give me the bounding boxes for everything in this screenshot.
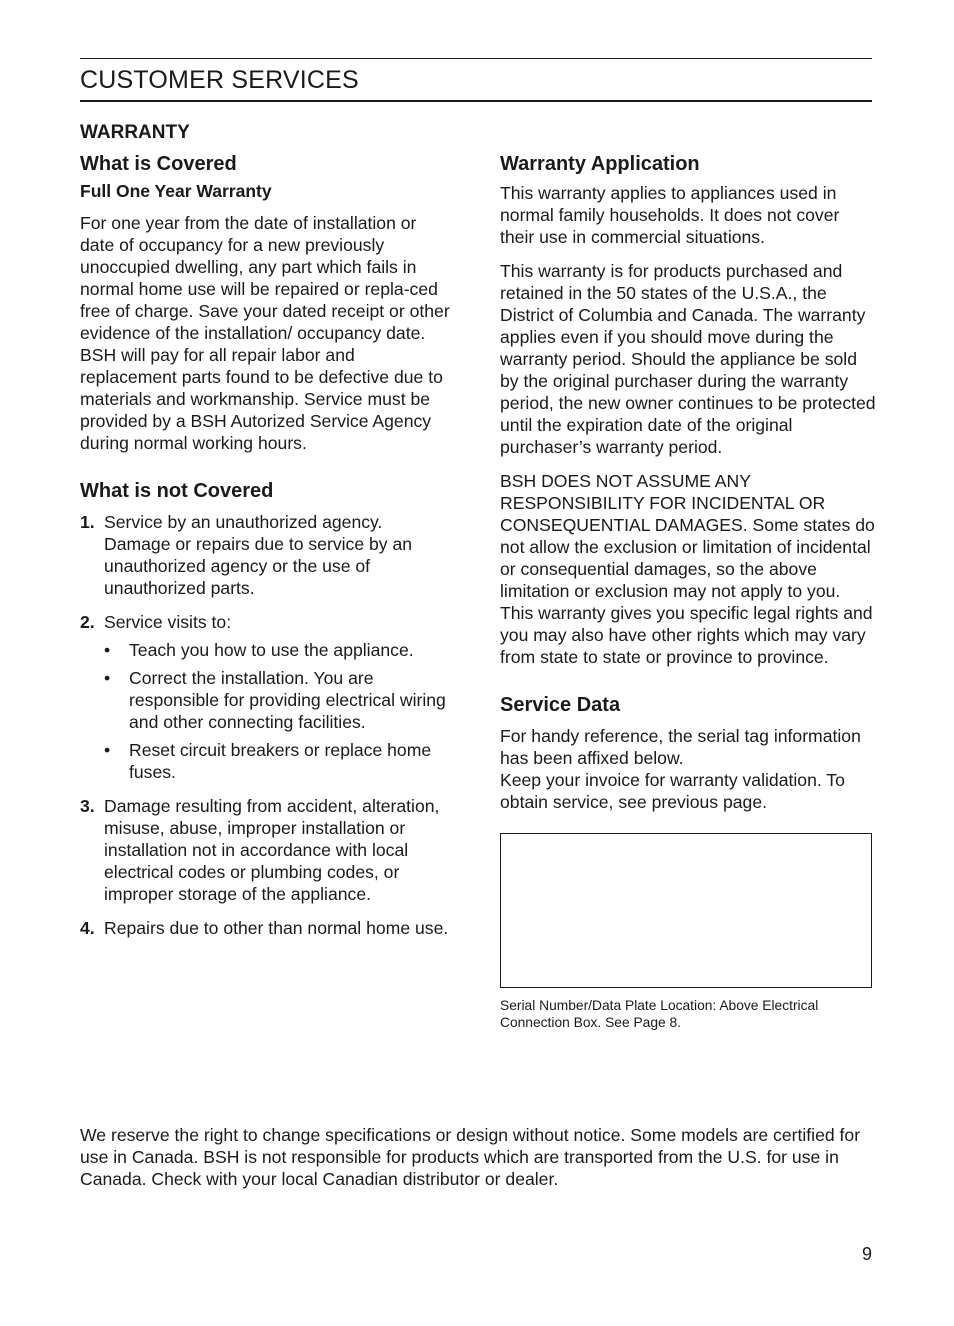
list-item-text: Damage resulting from accident, alteration, misuse, abuse, improper installation or installation not in accordance with local electrical codes or plumbing codes, or improper storage of the appliance. (104, 796, 440, 904)
bullet-text: Teach you how to use the appliance. (129, 640, 414, 660)
list-item (80, 611, 452, 783)
service-data-line-2: Keep your invoice for warranty validation. To obtain service, see previous page. (500, 770, 845, 812)
covered-paragraph: For one year from the date of installation or date of occupancy for a new previously unoccupied dwelling, any part which fails in normal home use will be repaired or repla-ced free of charge. Save your dated receipt or other evidence of the installation/ occupancy date. BSH will pay for all repair labor and replacement parts found to be defective due to materials and workmanship. Service must be provided by a BSH Autorized Service Agency during normal working hours. (80, 213, 450, 453)
page-number: 9 (861, 1244, 872, 1264)
list-item-number: 4. (80, 918, 95, 938)
footer-note: We reserve the right to change specifications or design without notice. Some models are certified for use in Canada. BSH is not responsible for products which are transported from the U.S. for use in Canada. Check with your local Canadian distributor or dealer. (80, 1125, 861, 1189)
bullet-glyph: • (104, 740, 111, 760)
list-item-number: 2. (80, 612, 95, 632)
data-plate-caption: Serial Number/Data Plate Location: Above Electrical Connection Box. See Page 8. (500, 998, 819, 1030)
bullet-glyph: • (104, 640, 111, 660)
list-item-text: Service by an unauthorized agency. Damage or repairs due to service by an unauthorized agency or the use of unauthorized parts. (104, 512, 413, 598)
what-is-not-covered-heading: What is not Covered (80, 480, 274, 502)
application-paragraph-1: This warranty applies to appliances used in normal family households. It does not cover their use in commercial situations. (500, 183, 840, 247)
bullet-item (104, 639, 452, 661)
list-item-number: 1. (80, 512, 95, 532)
header-bottom-rule (80, 100, 872, 102)
what-is-covered-heading: What is Covered (80, 153, 237, 175)
page-title: CUSTOMER SERVICES (80, 66, 359, 94)
left-column (80, 150, 452, 951)
bullet-item (104, 667, 452, 733)
list-item-text: Repairs due to other than normal home use. (104, 918, 449, 938)
right-column (500, 150, 876, 1031)
list-item (80, 917, 452, 939)
section-title-warranty: WARRANTY (80, 122, 190, 143)
service-data-heading: Service Data (500, 694, 621, 716)
serial-tag-box (500, 833, 872, 988)
application-paragraph-2: This warranty is for products purchased and retained in the 50 states of the U.S.A., the District of Columbia and Canada. The warranty applies even if you should move during the warranty period. Should the appliance be sold by the original purchaser during the warranty period, the new owner continues to be protected until the expiration date of the original purchaser’s warranty period. (500, 261, 876, 457)
list-item (80, 795, 452, 905)
list-item-number: 3. (80, 796, 95, 816)
list-item-text: Service visits to: (104, 612, 232, 632)
bullet-text: Correct the installation. You are responsible for providing electrical wiring and other connecting facilities. (129, 668, 446, 732)
header-top-rule (80, 58, 872, 59)
application-paragraph-3: BSH DOES NOT ASSUME ANY RESPONSIBILITY FOR INCIDENTAL OR CONSEQUENTIAL DAMAGES. Some states do not allow the exclusion or limitation of incidental or consequential damages, so the above limitation or exclusion may not apply to you. This warranty gives you specific legal rights and you may also have other rights which may vary from state to state or province to province. (500, 471, 875, 667)
bullet-text: Reset circuit breakers or replace home fuses. (129, 740, 432, 782)
service-data-line-1: For handy reference, the serial tag information has been affixed below. (500, 726, 861, 768)
not-covered-list (80, 511, 452, 939)
bullet-glyph: • (104, 668, 111, 688)
warranty-application-heading: Warranty Application (500, 153, 700, 175)
bullet-item (104, 739, 452, 783)
service-visits-bullet-list (104, 639, 452, 783)
full-one-year-warranty-subheading: Full One Year Warranty (80, 181, 272, 201)
list-item (80, 511, 452, 599)
